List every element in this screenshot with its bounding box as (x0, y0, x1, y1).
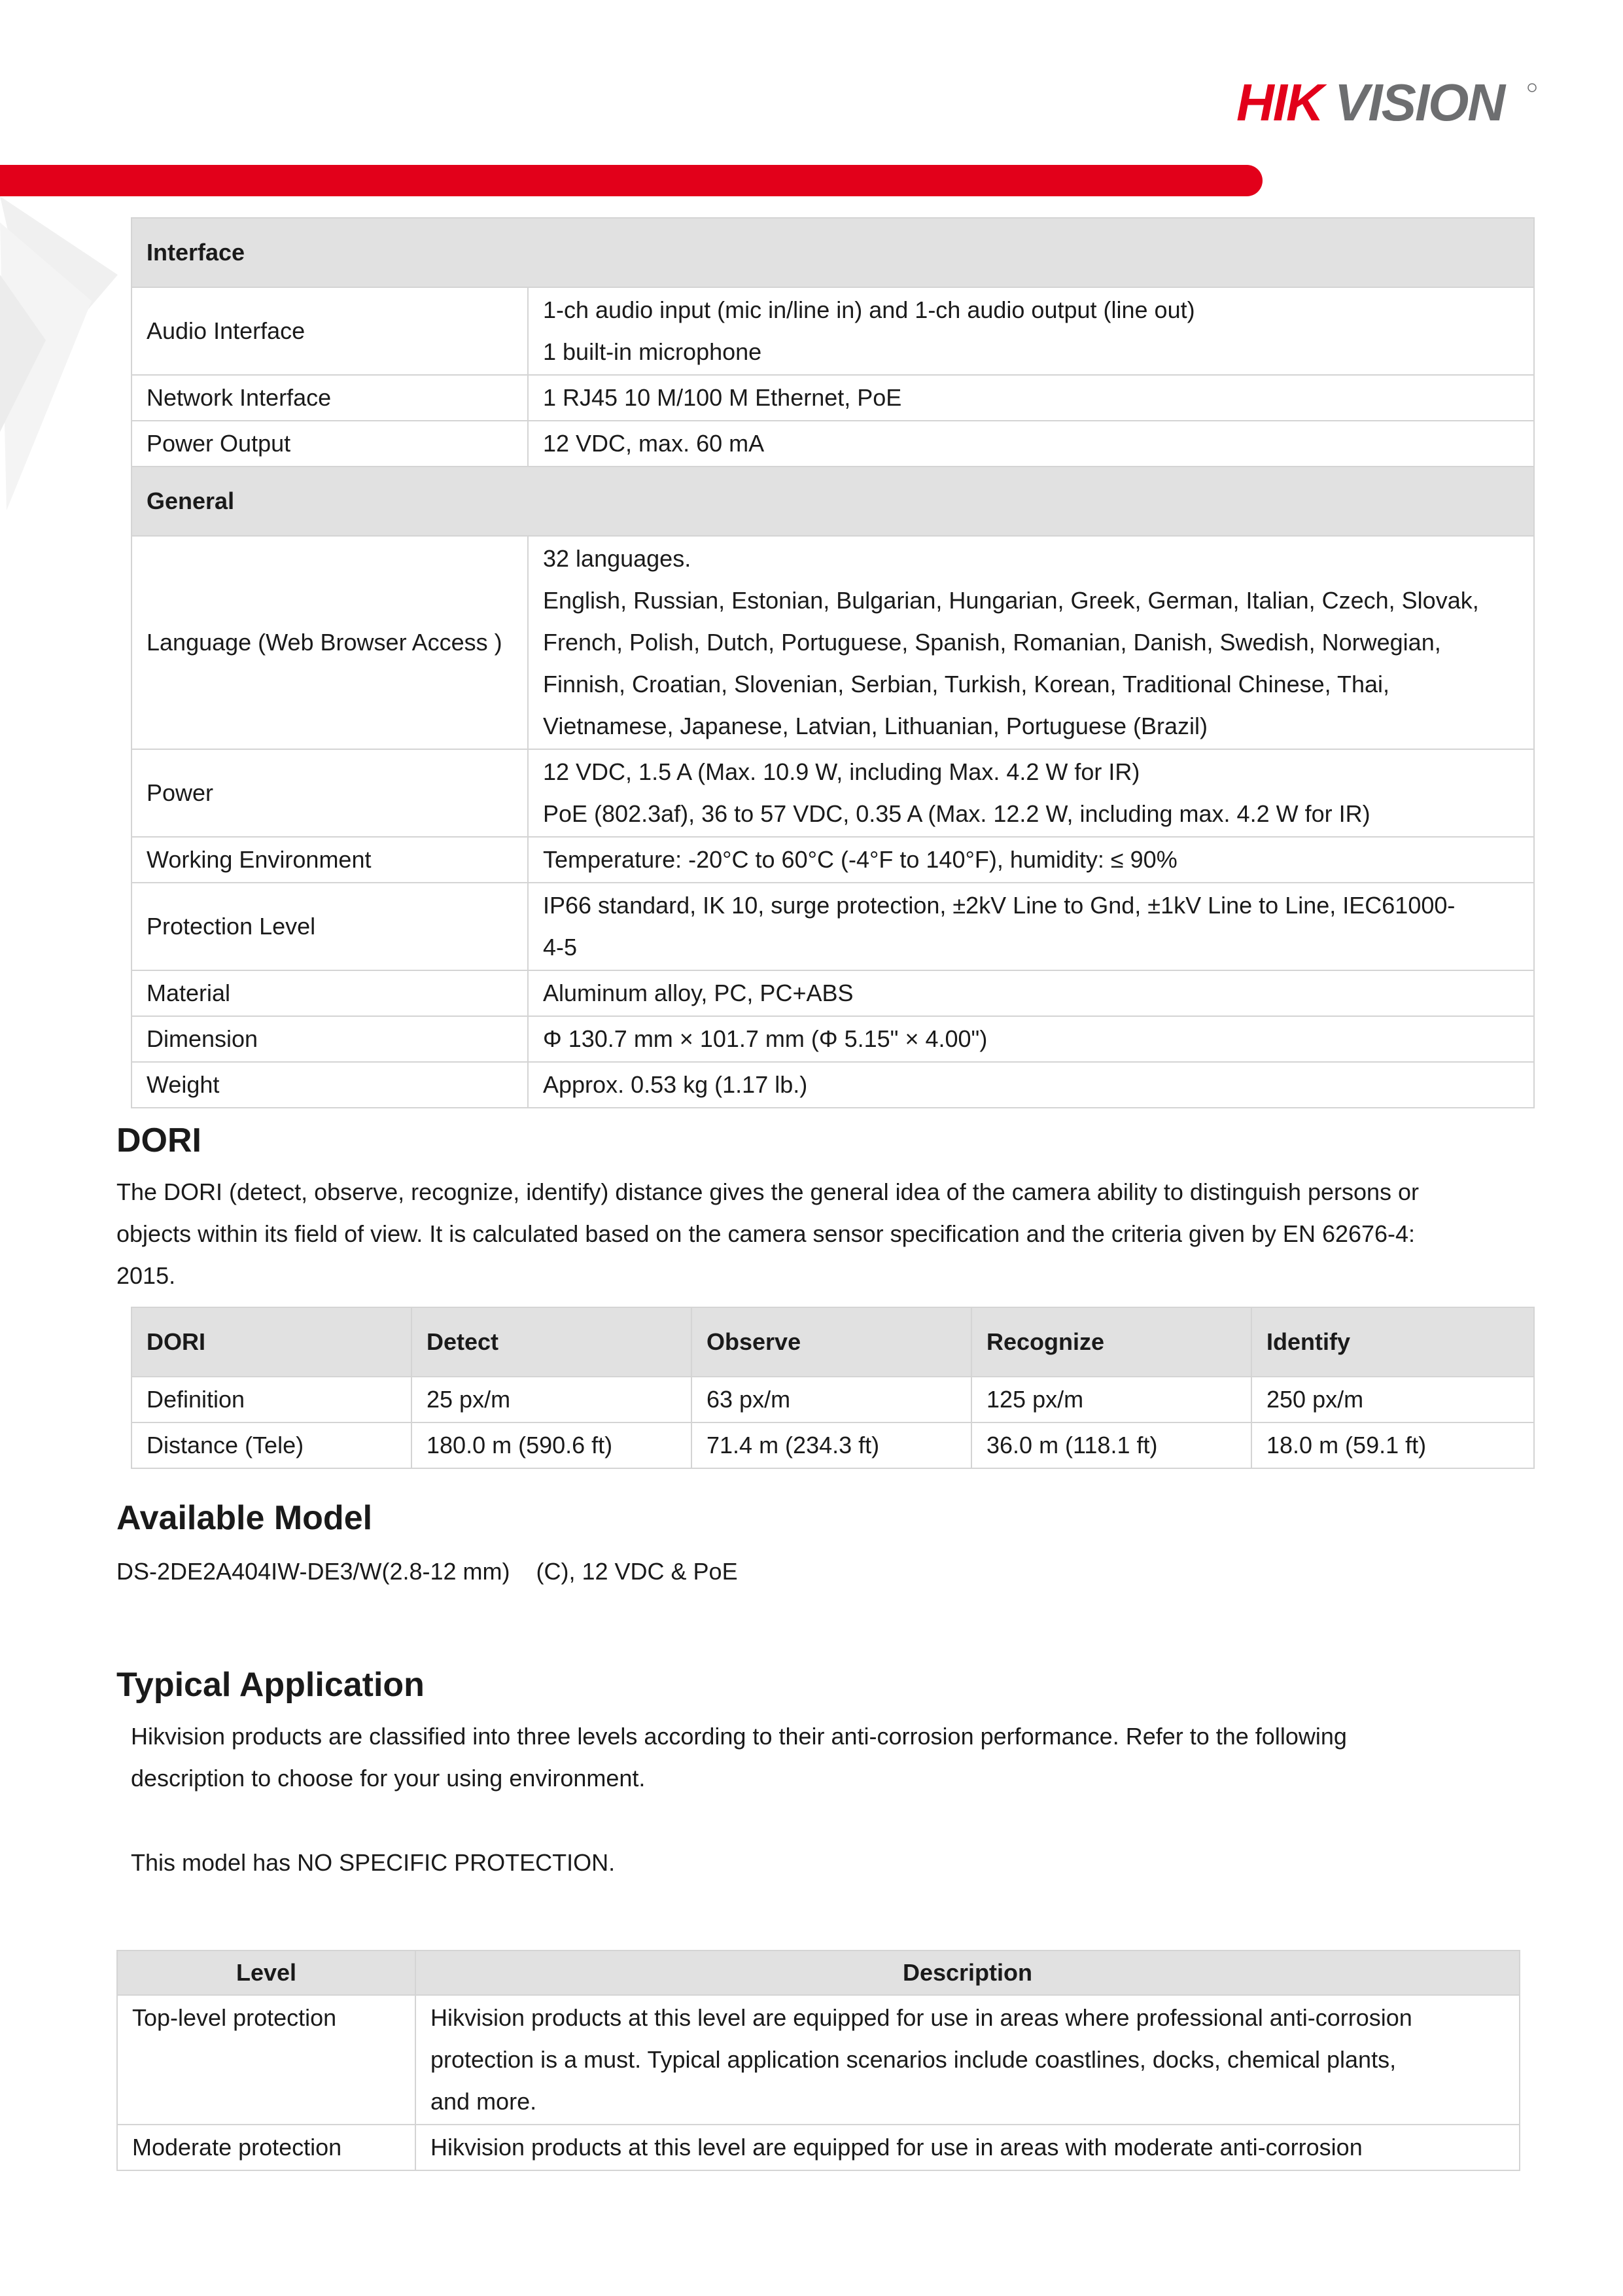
table-row (131, 536, 1534, 749)
column-header: Observe (691, 1307, 971, 1377)
value-line: IP66 standard, IK 10, surge protection, ±2kV Line to Gnd, ±1kV Line to Line, IEC61000- (543, 892, 1456, 919)
spec-value (528, 749, 1534, 837)
protection-table (116, 1950, 1520, 2171)
table-row (131, 1422, 1534, 1468)
spec-label: Audio Interface (131, 287, 528, 375)
value-line: 1 built-in microphone (543, 338, 762, 365)
description-line: protection is a must. Typical application scenarios include coastlines, docks, chemical plants, (430, 2046, 1397, 2073)
column-header: Identify (1251, 1307, 1534, 1377)
table-header-row (117, 1951, 1520, 1995)
section-title: General (131, 467, 1534, 536)
spec-label: Weight (131, 1062, 528, 1108)
protection-note: This model has NO SPECIFIC PROTECTION. (131, 1849, 616, 1876)
spec-value: Temperature: -20°C to 60°C (-4°F to 140°F), humidity: ≤ 90% (528, 837, 1534, 883)
section-header-interface (131, 218, 1534, 287)
description-cell (415, 1995, 1520, 2125)
paragraph-line: The DORI (detect, observe, recognize, identify) distance gives the general idea of the camera ability to distinguish persons or (116, 1178, 1420, 1205)
spec-value: Φ 130.7 mm × 101.7 mm (Φ 5.15" × 4.00") (528, 1016, 1534, 1062)
column-header: DORI (131, 1307, 411, 1377)
paragraph-line: Hikvision products are classified into three levels according to their anti-corrosion performance. Refer to the following (131, 1723, 1347, 1750)
value-line: 32 languages. (543, 545, 691, 572)
spec-value: Approx. 0.53 kg (1.17 lb.) (528, 1062, 1534, 1108)
spec-value: 1 RJ45 10 M/100 M Ethernet, PoE (528, 375, 1534, 421)
table-row (131, 421, 1534, 467)
table-cell: Definition (131, 1377, 411, 1422)
hikvision-logo (1236, 73, 1537, 132)
dori-table (131, 1307, 1535, 1469)
spec-value (528, 883, 1534, 970)
spec-label: Dimension (131, 1016, 528, 1062)
spec-value (528, 287, 1534, 375)
application-intro (131, 1716, 1537, 1799)
table-cell: 36.0 m (118.1 ft) (971, 1422, 1251, 1468)
value-line: English, Russian, Estonian, Bulgarian, Hungarian, Greek, German, Italian, Czech, Slovak, (543, 587, 1479, 614)
dori-description (116, 1171, 1543, 1297)
table-header-row (131, 1307, 1534, 1377)
section-header-general (131, 467, 1534, 536)
dori-heading: DORI (116, 1122, 201, 1159)
spec-table (131, 217, 1535, 1108)
table-cell: 71.4 m (234.3 ft) (691, 1422, 971, 1468)
table-cell: 25 px/m (411, 1377, 691, 1422)
value-line: Finnish, Croatian, Slovenian, Serbian, Turkish, Korean, Traditional Chinese, Thai, (543, 671, 1390, 698)
table-cell: 180.0 m (590.6 ft) (411, 1422, 691, 1468)
paragraph-line: 2015. (116, 1262, 176, 1289)
spec-label: Network Interface (131, 375, 528, 421)
spec-value: 12 VDC, max. 60 mA (528, 421, 1534, 467)
spec-value: Aluminum alloy, PC, PC+ABS (528, 970, 1534, 1016)
svg-text:HIK: HIK (1236, 73, 1323, 132)
table-row (131, 970, 1534, 1016)
table-cell: 18.0 m (59.1 ft) (1251, 1422, 1534, 1468)
table-row (131, 375, 1534, 421)
value-line: Vietnamese, Japanese, Latvian, Lithuanian, Portuguese (Brazil) (543, 713, 1208, 739)
table-cell: 125 px/m (971, 1377, 1251, 1422)
spec-label: Working Environment (131, 837, 528, 883)
section-title: Interface (131, 218, 1534, 287)
spec-label: Protection Level (131, 883, 528, 970)
table-cell: 63 px/m (691, 1377, 971, 1422)
description-line: Hikvision products at this level are equipped for use in areas where professional anti-corrosion (430, 2004, 1412, 2031)
value-line: PoE (802.3af), 36 to 57 VDC, 0.35 A (Max. 12.2 W, including max. 4.2 W for IR) (543, 800, 1370, 827)
table-row (131, 883, 1534, 970)
header-red-bar (0, 165, 1263, 196)
value-line: 4-5 (543, 934, 578, 961)
model-text: DS-2DE2A404IW-DE3/W(2.8-12 mm) (C), 12 VDC & PoE (116, 1558, 738, 1585)
table-row (131, 1062, 1534, 1108)
svg-text:VISION: VISION (1335, 73, 1505, 132)
table-row (131, 1016, 1534, 1062)
level-cell: Top-level protection (117, 1995, 415, 2125)
watermark-graphic (0, 196, 124, 523)
description-line: and more. (430, 2088, 537, 2115)
table-cell: 250 px/m (1251, 1377, 1534, 1422)
column-header: Recognize (971, 1307, 1251, 1377)
spec-value (528, 536, 1534, 749)
spec-label: Power Output (131, 421, 528, 467)
spec-label: Material (131, 970, 528, 1016)
value-line: 1-ch audio input (mic in/line in) and 1-ch audio output (line out) (543, 296, 1195, 323)
description-cell: Hikvision products at this level are equipped for use in areas with moderate anti-corrosion (415, 2125, 1520, 2170)
paragraph-line: description to choose for your using environment. (131, 1765, 646, 1792)
value-line: French, Polish, Dutch, Portuguese, Spanish, Romanian, Danish, Swedish, Norwegian, (543, 629, 1441, 656)
table-row (131, 749, 1534, 837)
table-row (117, 1995, 1520, 2125)
table-cell: Distance (Tele) (131, 1422, 411, 1468)
available-model-heading: Available Model (116, 1499, 373, 1537)
typical-application-heading: Typical Application (116, 1666, 425, 1704)
table-row (131, 287, 1534, 375)
table-row (131, 1377, 1534, 1422)
spec-label: Language (Web Browser Access ) (131, 536, 528, 749)
column-header: Description (415, 1951, 1520, 1995)
column-header: Detect (411, 1307, 691, 1377)
paragraph-line: objects within its field of view. It is calculated based on the camera sensor specification and the criteria given by EN 62676-4: (116, 1220, 1416, 1247)
value-line: 12 VDC, 1.5 A (Max. 10.9 W, including Max. 4.2 W for IR) (543, 758, 1140, 785)
table-row (131, 837, 1534, 883)
level-cell: Moderate protection (117, 2125, 415, 2170)
spec-label: Power (131, 749, 528, 837)
column-header: Level (117, 1951, 415, 1995)
table-row (117, 2125, 1520, 2170)
